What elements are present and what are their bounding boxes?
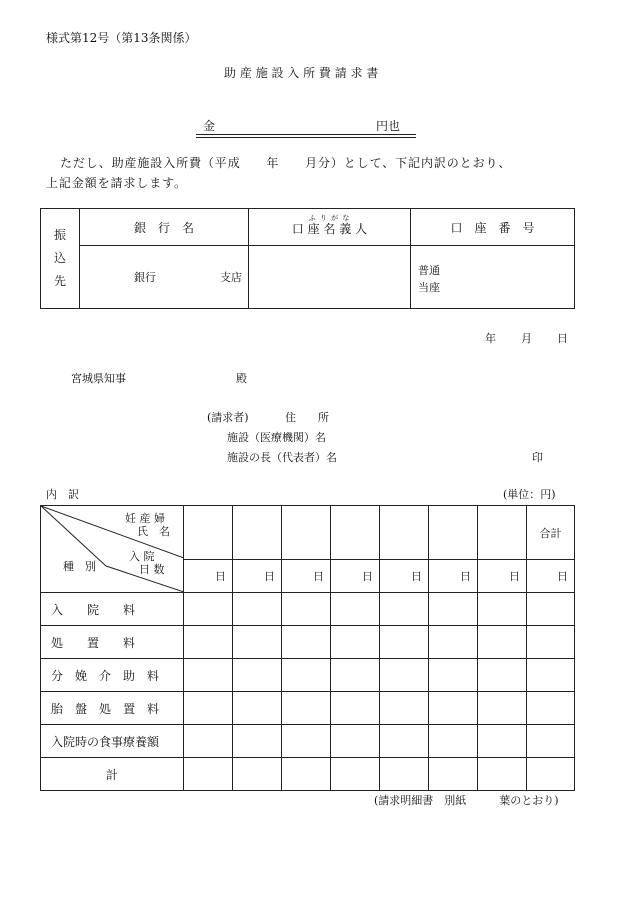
seal-mark: 印 xyxy=(532,451,543,464)
amount-cell[interactable] xyxy=(429,659,478,692)
total-header: 合計 xyxy=(527,506,575,560)
account-type-current[interactable]: 当座 xyxy=(418,281,440,294)
amount-cell[interactable] xyxy=(233,692,282,725)
detail-table xyxy=(40,505,575,791)
day-unit-cell[interactable]: 日 xyxy=(233,560,282,593)
bank-name-cell[interactable] xyxy=(80,246,249,309)
amount-cell[interactable] xyxy=(478,659,527,692)
day-unit-cell[interactable]: 日 xyxy=(429,560,478,593)
amount-cell[interactable] xyxy=(527,758,575,791)
detail-title: 内 訳 xyxy=(46,488,79,501)
amount-cell[interactable] xyxy=(527,659,575,692)
patient-name-cell[interactable] xyxy=(233,506,282,560)
day-unit-cell[interactable]: 日 xyxy=(184,560,233,593)
body-line-2: 上記金額を請求します。 xyxy=(46,176,187,190)
header-bank-name: 銀 行 名 xyxy=(80,209,249,246)
amount-cell[interactable] xyxy=(184,758,233,791)
amount-cell[interactable] xyxy=(380,725,429,758)
date-month: 月 xyxy=(521,332,532,345)
amount-cell[interactable] xyxy=(331,758,380,791)
day-unit-cell[interactable]: 日 xyxy=(478,560,527,593)
amount-cell[interactable] xyxy=(282,659,331,692)
row-label-treatment: 処 置 料 xyxy=(41,626,184,659)
amount-cell[interactable] xyxy=(478,725,527,758)
amount-cell[interactable] xyxy=(233,593,282,626)
account-number-cell[interactable] xyxy=(411,246,575,309)
corner-mother-label-1: 妊 産 婦 xyxy=(125,512,165,525)
day-unit-cell[interactable]: 日 xyxy=(331,560,380,593)
bank-word: 銀行 xyxy=(134,271,156,284)
amount-cell[interactable] xyxy=(527,725,575,758)
amount-cell[interactable] xyxy=(429,626,478,659)
claimant-label: (請求者) xyxy=(207,411,249,424)
addressee-name: 宮城県知事 xyxy=(71,372,126,385)
patient-name-cell[interactable] xyxy=(429,506,478,560)
row-label-placenta: 胎 盤 処 置 料 xyxy=(41,692,184,725)
amount-cell[interactable] xyxy=(233,758,282,791)
amount-underline xyxy=(196,134,416,135)
bank-table xyxy=(40,208,575,309)
row-label-meals: 入院時の食事療養額 xyxy=(41,725,184,758)
bank-side-label xyxy=(41,209,80,309)
amount-cell[interactable] xyxy=(233,725,282,758)
date-day: 日 xyxy=(557,332,568,345)
claimant-address-label: 住 所 xyxy=(285,411,329,424)
amount-cell[interactable] xyxy=(233,659,282,692)
corner-days-label-1: 入 院 xyxy=(129,550,155,563)
amount-cell[interactable] xyxy=(478,626,527,659)
amount-cell[interactable] xyxy=(282,758,331,791)
body-line-1: ただし、助産施設入所費（平成 年 月分）として、下記内訳のとおり、 xyxy=(60,156,512,170)
amount-cell[interactable] xyxy=(184,626,233,659)
claimant-facility-label: 施設（医療機関）名 xyxy=(227,431,326,444)
patient-name-cell[interactable] xyxy=(478,506,527,560)
side-char-2: 込 xyxy=(53,251,66,265)
account-type-ordinary[interactable]: 普通 xyxy=(418,264,440,277)
amount-underline-2 xyxy=(196,137,416,138)
amount-cell[interactable] xyxy=(527,626,575,659)
amount-cell[interactable] xyxy=(331,725,380,758)
amount-cell[interactable] xyxy=(380,659,429,692)
amount-cell[interactable] xyxy=(331,659,380,692)
patient-name-cell[interactable] xyxy=(184,506,233,560)
amount-cell[interactable] xyxy=(184,692,233,725)
row-label-total: 計 xyxy=(41,758,184,791)
amount-cell[interactable] xyxy=(478,758,527,791)
amount-cell[interactable] xyxy=(527,692,575,725)
header-account-holder xyxy=(249,209,411,246)
day-unit-cell-total[interactable]: 日 xyxy=(527,560,575,593)
day-unit-cell[interactable]: 日 xyxy=(282,560,331,593)
account-holder-cell[interactable] xyxy=(249,246,411,309)
amount-cell[interactable] xyxy=(380,758,429,791)
amount-cell[interactable] xyxy=(331,626,380,659)
branch-word: 支店 xyxy=(220,271,242,284)
claimant-representative-label: 施設の長（代表者）名 xyxy=(227,451,337,464)
amount-cell[interactable] xyxy=(478,692,527,725)
row-label-hospitalization: 入 院 料 xyxy=(41,593,184,626)
corner-kind-label: 種 別 xyxy=(63,560,96,573)
amount-cell[interactable] xyxy=(331,692,380,725)
addressee-honorific: 殿 xyxy=(236,372,247,385)
corner-days-label-2: 日 数 xyxy=(139,563,165,576)
header-account-number: 口 座 番 号 xyxy=(411,209,575,246)
amount-cell[interactable] xyxy=(233,626,282,659)
detail-unit: (単位：円) xyxy=(503,488,556,501)
side-char-3: 先 xyxy=(53,274,66,288)
side-char-1: 振 xyxy=(53,228,66,242)
amount-cell[interactable] xyxy=(380,626,429,659)
day-unit-cell[interactable]: 日 xyxy=(380,560,429,593)
amount-cell[interactable] xyxy=(380,593,429,626)
corner-mother-label-2: 氏 名 xyxy=(137,525,170,538)
amount-cell[interactable] xyxy=(478,593,527,626)
page-title: 助 産 施 設 入 所 費 請 求 書 xyxy=(224,66,379,80)
amount-cell[interactable] xyxy=(282,626,331,659)
amount-cell[interactable] xyxy=(429,692,478,725)
corner-cell xyxy=(41,506,184,593)
amount-cell[interactable] xyxy=(184,593,233,626)
amount-cell[interactable] xyxy=(331,593,380,626)
amount-suffix: 円也 xyxy=(376,119,401,133)
footer-note: (請求明細書 別紙 葉のとおり) xyxy=(374,794,559,807)
amount-cell[interactable] xyxy=(429,725,478,758)
patient-name-cell[interactable] xyxy=(380,506,429,560)
amount-cell[interactable] xyxy=(527,593,575,626)
amount-cell[interactable] xyxy=(429,758,478,791)
holder-ruby: ふ り が な xyxy=(308,214,351,223)
form-number: 様式第12号（第13条関係） xyxy=(46,31,197,45)
amount-cell[interactable] xyxy=(184,659,233,692)
amount-cell[interactable] xyxy=(184,725,233,758)
amount-cell[interactable] xyxy=(282,593,331,626)
patient-name-cell[interactable] xyxy=(282,506,331,560)
holder-label: 口 座 名 義 人 xyxy=(291,222,368,237)
amount-prefix: 金 xyxy=(203,119,216,133)
amount-cell[interactable] xyxy=(282,725,331,758)
row-label-delivery-assist: 分 娩 介 助 料 xyxy=(41,659,184,692)
amount-cell[interactable] xyxy=(429,593,478,626)
amount-cell[interactable] xyxy=(380,692,429,725)
patient-name-cell[interactable] xyxy=(331,506,380,560)
date-year: 年 xyxy=(485,332,496,345)
amount-cell[interactable] xyxy=(282,692,331,725)
